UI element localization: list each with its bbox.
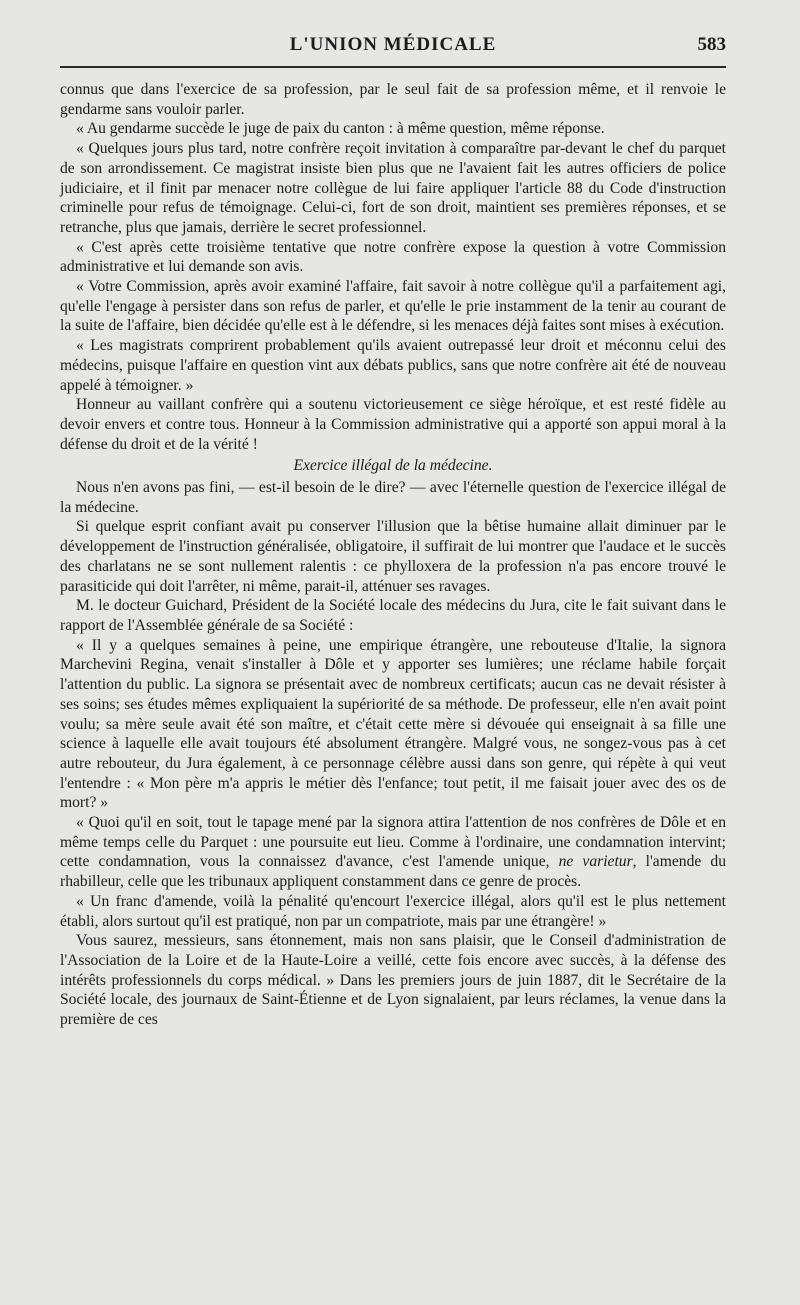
paragraph: « C'est après cette troisième tentative que notre confrère expose la question à votre Commission administrative et lui demande son avis.	[60, 238, 726, 276]
latin-phrase: ne varietur	[558, 853, 633, 871]
paragraph: « Votre Commission, après avoir examiné l'affaire, fait savoir à notre collègue qu'il a parfaitement agi, qu'elle l'engage à persister dans son refus de parler, et qu'elle le prie instamment de la tenir au courant de la suite de l'affaire, bien décidée qu'elle est à le défendre, si les menaces déjà faites sont mises à exécution.	[60, 278, 726, 335]
paragraph: Vous saurez, messieurs, sans étonnement, mais non sans plaisir, que le Conseil d'administration de l'Association de la Loire et de la Haute-Loire a veillé, cette fois encore avec succès, à la défense des intérêts professionnels du corps médical. » Dans les premiers jours de juin 1887, dit le Secrétaire de la Société locale, des journaux de Saint-Étienne et de Lyon signalaient, par leurs réclames, la venue dans la première de ces	[60, 932, 726, 1029]
paragraph	[60, 813, 726, 892]
paragraph: connus que dans l'exercice de sa profession, par le seul fait de sa profession même, et il renvoie le gendarme sans vouloir parler.	[60, 81, 726, 118]
paragraph: « Quelques jours plus tard, notre confrère reçoit invitation à comparaître par-devant le chef du parquet de son arrondissement. Ce magistrat insiste bien plus que ne l'avaient fait les autres officiers de police judiciaire, et il finit par menacer notre collègue de lui faire appliquer l'article 88 du Code d'instruction criminelle pour refus de témoignage. Celui-ci, fort de son droit, maintient ses premières réponses, et se retranche, plus que jamais, derrière le secret professionnel.	[60, 140, 726, 236]
header-rule	[60, 66, 726, 68]
running-title: L'UNION MÉDICALE	[289, 34, 497, 55]
paragraph-text: « Quoi qu'il en soit, tout le tapage mené par la signora attira l'attention de nos confrères de Dôle et en même temps celle du Parquet : une poursuite eut lieu. Comme à l'ordinaire, une condamnation intervint; cette condamnation, vous la connaissez d'avance, c'est l'amende unique,	[60, 814, 726, 871]
paragraph: « Un franc d'amende, voilà la pénalité qu'encourt l'exercice illégal, alors qu'il est le plus nettement établi, alors surtout qu'il est pratiqué, non par un compatriote, mais par une étrangère! »	[60, 892, 726, 930]
body-text	[60, 80, 726, 1030]
paragraph: « Les magistrats comprirent probablement qu'ils avaient outrepassé leur droit et méconnu celui des médecins, puisque l'affaire en question vint aux débats publics, sans que notre confrère ait été de nouveau appelé à témoigner. »	[60, 337, 726, 394]
paragraph: Honneur au vaillant confrère qui a soutenu victorieusement ce siège héroïque, et est resté fidèle au devoir envers et contre tous. Honneur à la Commission administrative qui a apporté son appui moral à la défense du droit et de la vérité !	[60, 396, 726, 453]
paragraph: Si quelque esprit confiant avait pu conserver l'illusion que la bêtise humaine allait diminuer par le développement de l'instruction généralisée, obligatoire, il suffirait de lui montrer que l'audace et le succès des charlatans ne se sont nullement ralentis : ce phylloxera de la profession n'a pas encore trouvé le parasiticide qui doit l'arrêter, ni même, parait-il, atténuer ses ravages.	[60, 518, 726, 595]
section-heading: Exercice illégal de la médecine.	[293, 457, 493, 475]
paragraph: Nous n'en avons pas fini, — est-il besoin de le dire? — avec l'éternelle question de l'exercice illégal de la médecine.	[60, 479, 726, 516]
paragraph: M. le docteur Guichard, Président de la Société locale des médecins du Jura, cite le fait suivant dans le rapport de l'Assemblée générale de sa Société :	[60, 597, 726, 634]
page-number: 583	[697, 34, 726, 55]
paragraph-text: , l'amende du rhabilleur, celle que les tribunaux appliquent constamment dans ce genre de procès.	[60, 853, 726, 891]
paragraph: « Il y a quelques semaines à peine, une empirique étrangère, une rebouteuse d'Italie, la signora Marchevini Regina, venait s'installer à Dôle et y apporter ses lumières; une réclame habile forçait l'attention du public. La signora se présentait avec de nombreux certificats; aucun cas ne devait résister à ses soins; ses études mêmes expliquaient la supériorité de sa méthode. De professeur, elle n'en avait point voulu; sa mère seule avait été son maître, et c'était cette mère si dévouée qui enseignait à sa fille une science à laquelle elle avait toujours été absolument étrangère. Malgré vous, ne songez-vous pas à cet autre rebouteur, du Jura également, à ce personnage célèbre aussi dans son genre, qui répète à qui veut l'entendre : « Mon père m'a appris le métier dès l'enfance; tout petit, il me faisait jouer avec des os de mort? »	[60, 636, 726, 812]
paragraph: « Au gendarme succède le juge de paix du canton : à même question, même réponse.	[76, 120, 605, 138]
page-header	[60, 30, 726, 60]
